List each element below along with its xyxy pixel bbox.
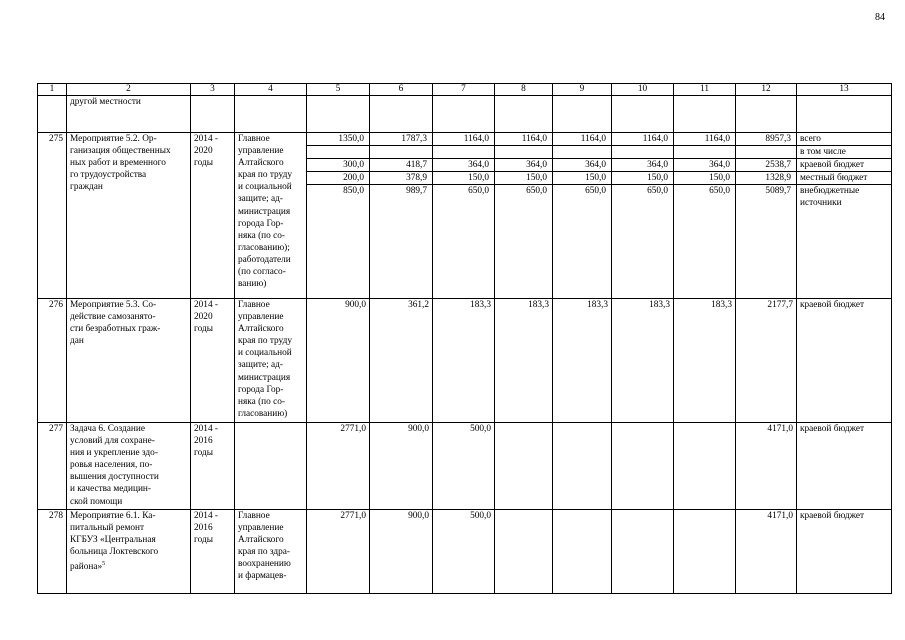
header-cell: 7 — [433, 84, 495, 96]
page-number: 84 — [875, 12, 885, 23]
funding-value: 4171,0 — [736, 510, 797, 594]
funding-value: 150,0 — [674, 172, 735, 185]
funding-value — [553, 423, 612, 510]
period-line: годы — [194, 324, 213, 335]
funding-value: 2538,7 — [736, 159, 796, 172]
executor-line: и социальной — [238, 182, 292, 193]
funding-value: 900,0 — [370, 510, 433, 594]
activity-name-line: Мероприятие 5.3. Со- — [70, 300, 157, 310]
funding-value: 183,3 — [495, 299, 553, 423]
executor-line: Алтайского — [238, 158, 284, 169]
funding-value: 989,7 — [406, 186, 427, 196]
activity-name-line: ния и укрепление здо- — [70, 448, 158, 459]
funding-value: 2771,0 — [307, 423, 370, 510]
funding-value — [612, 510, 674, 594]
funding-value: 4171,0 — [736, 423, 797, 510]
funding-value — [612, 146, 673, 159]
executor-line: края по труду — [238, 170, 292, 181]
funding-value: 200,0 — [307, 172, 369, 185]
activity-name-line: района»$^5$ — [70, 561, 106, 573]
activity-name-line: ской помощи — [70, 496, 123, 507]
funding-source: краевой бюджет — [797, 510, 892, 594]
funding-value — [495, 423, 553, 510]
funding-source-cell — [797, 133, 892, 299]
header-cell: 10 — [612, 84, 674, 96]
executor-line: управление — [238, 146, 284, 157]
funding-source: внебюджетные источники — [800, 186, 860, 208]
executor-line: (по согласо- — [238, 267, 286, 278]
funding-source: краевой бюджет — [797, 299, 892, 423]
executor-line: Главное — [238, 300, 270, 310]
funding-value: 1164,0 — [495, 133, 552, 146]
funding-value: 183,3 — [674, 299, 736, 423]
continuation-row — [38, 96, 892, 133]
funding-value: 364,0 — [495, 159, 552, 172]
activity-name-line: больница Локтевского — [70, 547, 159, 558]
funding-cell — [553, 133, 612, 299]
funding-value: 378,9 — [370, 172, 432, 185]
funding-value: 364,0 — [553, 159, 611, 172]
activity-name-line: граждан — [70, 182, 103, 193]
header-cell: 1 — [38, 84, 67, 96]
funding-value: 183,3 — [612, 299, 674, 423]
activity-name-line: КГБУЗ «Центральная — [70, 535, 156, 546]
executor-line: управление — [238, 312, 284, 323]
table-row — [38, 423, 892, 510]
header-cell: 8 — [495, 84, 553, 96]
executor-line: Главное — [238, 134, 270, 144]
funding-value: 850,0 — [343, 186, 364, 196]
activity-name-line: ных работ и временного — [70, 158, 166, 169]
row-number: 278 — [38, 510, 67, 594]
funding-value: 364,0 — [612, 159, 673, 172]
header-cell: 12 — [736, 84, 797, 96]
activity-name-line: условий для сохране- — [70, 436, 155, 447]
period-line: 2014 - — [194, 424, 219, 434]
funding-cell — [370, 133, 433, 299]
funding-cell — [433, 133, 495, 299]
activity-name — [67, 299, 191, 423]
activity-name-line: Мероприятие 5.2. Ор- — [70, 134, 157, 144]
period-line: годы — [194, 448, 213, 459]
executor-line: няка (по со- — [238, 230, 285, 241]
funding-value: 650,0 — [526, 186, 547, 196]
table-row — [38, 133, 892, 299]
executor-line: управление — [238, 523, 284, 534]
funding-value — [495, 510, 553, 594]
executor-line: и социальной — [238, 348, 292, 359]
executor-line: города Гор- — [238, 384, 284, 395]
activity-name-line: питальный ремонт — [70, 523, 145, 534]
activity-name-line: и качества медицин- — [70, 484, 151, 495]
funding-value: 650,0 — [709, 186, 730, 196]
activity-name-line: ганизация общественных — [70, 146, 171, 157]
funding-value: 150,0 — [553, 172, 611, 185]
activity-name — [67, 133, 191, 299]
funding-value: 900,0 — [307, 299, 370, 423]
funding-value: 1787,3 — [370, 133, 432, 146]
period-line: годы — [194, 535, 213, 546]
footnote-mark: 5 — [102, 561, 106, 568]
activity-name-line: Задача 6. Создание — [70, 424, 145, 434]
program-activities-table — [37, 83, 892, 594]
funding-cell — [495, 133, 553, 299]
funding-value — [612, 423, 674, 510]
funding-source: всего — [797, 133, 891, 146]
continuation-text: другой местности — [67, 96, 191, 133]
header-cell: 4 — [235, 84, 307, 96]
executor-line: Алтайского — [238, 535, 284, 546]
funding-value: 150,0 — [433, 172, 494, 185]
period-line: 2014 - — [194, 134, 219, 144]
funding-value: 1350,0 — [307, 133, 369, 146]
funding-value: 1164,0 — [553, 133, 611, 146]
header-row — [38, 84, 892, 96]
activity-name-line: Мероприятие 6.1. Ка- — [70, 511, 156, 521]
funding-value: 1328,9 — [736, 172, 796, 185]
funding-value: 1164,0 — [433, 133, 494, 146]
activity-name-line: ровья населения, по- — [70, 460, 153, 471]
funding-value — [307, 146, 369, 159]
activity-name — [67, 510, 191, 594]
funding-value: 364,0 — [433, 159, 494, 172]
activity-name-line: го трудоустройства — [70, 170, 147, 181]
period — [191, 510, 235, 594]
table-row — [38, 510, 892, 594]
executor-line: и фармацев- — [238, 571, 287, 582]
funding-cell — [736, 133, 797, 299]
funding-cell — [674, 133, 736, 299]
funding-value — [736, 146, 796, 159]
executor — [235, 510, 307, 594]
executor — [235, 299, 307, 423]
period-line: 2014 - — [194, 511, 219, 521]
funding-value: 364,0 — [674, 159, 735, 172]
table-row — [38, 299, 892, 423]
funding-value: 150,0 — [495, 172, 552, 185]
executor-line: воохранению — [238, 559, 291, 570]
funding-value: 361,2 — [370, 299, 433, 423]
funding-value: 650,0 — [585, 186, 606, 196]
funding-value — [495, 146, 552, 159]
period — [191, 299, 235, 423]
executor-line: министрация — [238, 372, 291, 383]
header-cell: 5 — [307, 84, 370, 96]
executor-line: гласованию) — [238, 408, 288, 419]
period — [191, 133, 235, 299]
funding-value: 5089,7 — [765, 186, 791, 196]
funding-source: в том числе — [797, 146, 891, 159]
period-line: 2020 — [194, 312, 213, 323]
funding-value: 650,0 — [468, 186, 489, 196]
funding-source: местный бюджет — [797, 172, 891, 185]
funding-value: 183,3 — [553, 299, 612, 423]
executor-line: няка (по со- — [238, 396, 285, 407]
executor-line: Алтайского — [238, 324, 284, 335]
funding-value — [370, 146, 432, 159]
header-cell: 13 — [797, 84, 892, 96]
funding-source: краевой бюджет — [797, 159, 891, 172]
funding-value: 2771,0 — [307, 510, 370, 594]
funding-value: 418,7 — [370, 159, 432, 172]
row-number: 276 — [38, 299, 67, 423]
funding-value: 8957,3 — [736, 133, 796, 146]
activity-name-line: действие самозанято- — [70, 312, 156, 323]
executor-line: гласованию); — [238, 242, 290, 253]
funding-cell — [307, 133, 370, 299]
executor-line: работодатели — [238, 254, 291, 265]
executor-line: города Гор- — [238, 218, 284, 229]
funding-source: краевой бюджет — [797, 423, 892, 510]
funding-value: 183,3 — [433, 299, 495, 423]
period — [191, 423, 235, 510]
period-line: годы — [194, 158, 213, 169]
funding-value — [553, 510, 612, 594]
period-line: 2016 — [194, 523, 213, 534]
funding-value: 150,0 — [612, 172, 673, 185]
row-number: 277 — [38, 423, 67, 510]
executor-line: министрация — [238, 206, 291, 217]
executor — [235, 133, 307, 299]
funding-value — [674, 146, 735, 159]
activity-name-line: дан — [70, 336, 84, 347]
header-cell: 2 — [67, 84, 191, 96]
activity-name-line: вышения доступности — [70, 472, 159, 483]
header-cell: 9 — [553, 84, 612, 96]
funding-value — [553, 146, 611, 159]
funding-value: 500,0 — [433, 423, 495, 510]
funding-value: 650,0 — [647, 186, 668, 196]
funding-value: 1164,0 — [612, 133, 673, 146]
executor-line: края по здра- — [238, 547, 290, 558]
executor — [235, 423, 307, 510]
executor-line: ванию) — [238, 279, 267, 290]
period-line: 2014 - — [194, 300, 219, 310]
funding-value: 900,0 — [370, 423, 433, 510]
funding-cell — [612, 133, 674, 299]
activity-name-line: сти безработных граж- — [70, 324, 161, 335]
period-line: 2020 — [194, 146, 213, 157]
funding-value: 500,0 — [433, 510, 495, 594]
header-cell: 6 — [370, 84, 433, 96]
executor-line: защите; ад- — [238, 360, 283, 371]
header-cell: 3 — [191, 84, 235, 96]
funding-value: 300,0 — [307, 159, 369, 172]
funding-value: 1164,0 — [674, 133, 735, 146]
funding-value — [674, 423, 736, 510]
executor-line: Главное — [238, 511, 270, 521]
funding-value — [674, 510, 736, 594]
row-number: 275 — [38, 133, 67, 299]
executor-line: защите; ад- — [238, 194, 283, 205]
header-cell: 11 — [674, 84, 736, 96]
funding-value: 2177,7 — [736, 299, 797, 423]
executor-line: края по труду — [238, 336, 292, 347]
activity-name — [67, 423, 191, 510]
funding-value — [433, 146, 494, 159]
period-line: 2016 — [194, 436, 213, 447]
